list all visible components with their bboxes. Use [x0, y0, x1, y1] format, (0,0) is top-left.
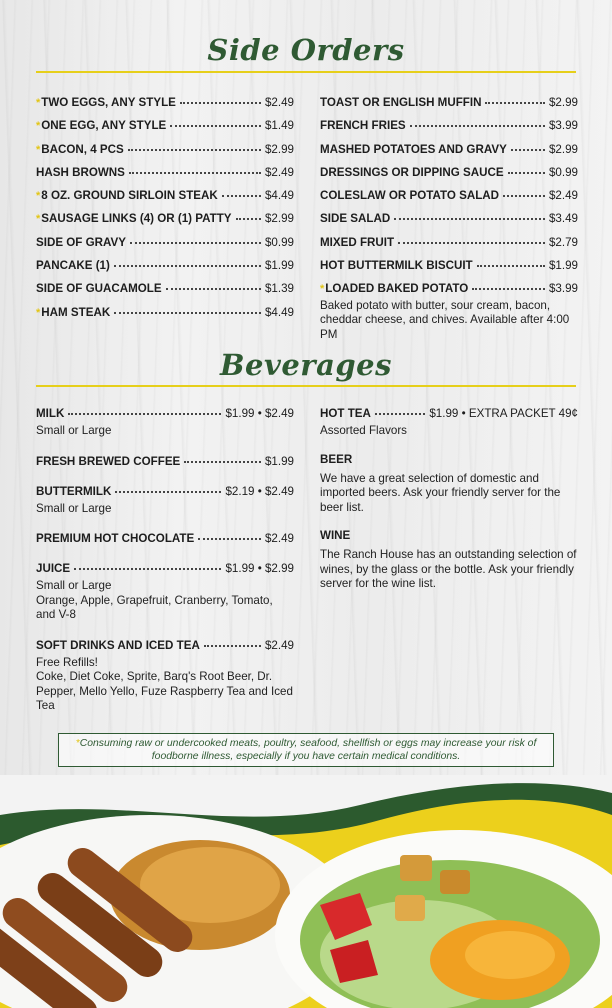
beverage-description: Coke, Diet Coke, Sprite, Barq's Root Beer, Dr. Pepper, Mello Yello, Fuze Raspberry Tea and Iced Tea — [36, 670, 293, 712]
dot-leader — [128, 139, 261, 151]
beverages-right-column — [320, 405, 578, 606]
item-name: HAM STEAK — [41, 305, 111, 319]
item-name: LOADED BAKED POTATO — [325, 282, 469, 296]
side-order-item — [36, 257, 294, 280]
side-order-row — [36, 94, 294, 110]
side-order-item — [320, 94, 578, 117]
item-name: TWO EGGS, ANY STYLE — [41, 96, 176, 109]
crouton-2 — [440, 870, 470, 894]
beverage-row — [36, 530, 294, 546]
beverages-left-column — [36, 405, 294, 728]
side-order-item — [320, 280, 578, 303]
beverage-item — [320, 453, 578, 516]
item-price: $0.99 — [548, 165, 578, 179]
dot-leader — [114, 255, 261, 267]
item-price: $1.49 — [264, 119, 294, 133]
side-order-item — [320, 141, 578, 164]
item-name: SIDE OF GUACAMOLE — [36, 282, 162, 296]
item-price: $2.49 — [264, 165, 294, 179]
dot-leader — [130, 232, 261, 244]
beverage-row — [320, 453, 578, 469]
beverage-row — [36, 560, 294, 576]
item-price: $1.99 • $2.99 — [225, 562, 294, 575]
dot-leader — [511, 139, 545, 151]
item-name: 8 OZ. GROUND SIRLOIN STEAK — [41, 189, 218, 203]
dot-leader — [198, 528, 261, 540]
side-order-row — [36, 117, 294, 133]
allergen-star-icon: * — [36, 306, 41, 319]
item-price: $2.49 — [548, 189, 578, 203]
side-order-item — [320, 117, 578, 140]
item-name: FRENCH FRIES — [320, 119, 406, 133]
item-price: $2.99 — [548, 96, 578, 109]
item-name: SIDE SALAD — [320, 212, 391, 226]
loaded-potato-description: Baked potato with butter, sour cream, bacon, cheddar cheese, and chives. Available after 4:00 PM — [320, 298, 570, 341]
item-name: HASH BROWNS — [36, 165, 125, 179]
side-order-row — [36, 257, 294, 273]
beverage-item — [36, 637, 294, 714]
side-order-row — [36, 164, 294, 180]
beverage-description: Free Refills! — [36, 655, 98, 669]
beverage-description: Small or Large — [36, 579, 112, 592]
item-name: SAUSAGE LINKS (4) OR (1) PATTY — [41, 212, 232, 226]
beverage-item — [320, 529, 578, 592]
side-orders-left-column — [36, 94, 294, 327]
dot-leader — [114, 302, 261, 314]
item-price: $0.99 — [264, 235, 294, 249]
beverage-item — [36, 405, 294, 439]
beverage-row — [36, 405, 294, 421]
beverage-item — [36, 530, 294, 546]
allergen-star-icon: * — [36, 143, 41, 156]
dot-leader — [184, 451, 261, 463]
item-name: JUICE — [36, 562, 71, 575]
side-order-item — [36, 141, 294, 164]
side-order-item — [320, 234, 578, 257]
side-order-item — [320, 210, 578, 233]
item-price: $2.19 • $2.49 — [225, 484, 294, 498]
side-order-item — [320, 187, 578, 210]
side-order-item — [320, 164, 578, 187]
food-safety-warning — [58, 733, 554, 767]
item-name: WINE — [320, 529, 351, 542]
item-name: BACON, 4 PCS — [41, 142, 124, 156]
allergen-star-icon: * — [36, 213, 41, 226]
item-name: SIDE OF GRAVY — [36, 235, 126, 249]
beverage-description: We have a great selection of domestic and imported beers. Ask your friendly server for the beer list. — [320, 471, 561, 514]
item-price: $4.49 — [264, 305, 294, 319]
side-orders-right-column — [320, 94, 578, 342]
side-order-row — [320, 234, 578, 250]
side-order-row — [320, 94, 578, 110]
side-order-row — [36, 187, 294, 203]
dot-leader — [472, 278, 545, 290]
side-orders-rule — [36, 71, 576, 73]
allergen-star-icon: * — [36, 97, 41, 109]
side-order-item — [36, 210, 294, 233]
item-name: BEER — [320, 452, 353, 466]
dot-leader — [503, 185, 545, 197]
item-price: $1.99 — [548, 259, 578, 273]
beverage-row — [36, 637, 294, 653]
item-name: COLESLAW OR POTATO SALAD — [320, 189, 500, 203]
side-order-row — [320, 187, 578, 203]
beverage-item — [320, 405, 578, 439]
beverage-row — [36, 453, 294, 469]
beverage-item — [36, 560, 294, 623]
item-name: PREMIUM HOT CHOCOLATE — [36, 532, 195, 545]
side-order-row — [320, 210, 578, 226]
warning-star: * — [75, 738, 80, 749]
side-order-item — [36, 280, 294, 303]
side-order-row — [36, 141, 294, 157]
item-price: $4.49 — [264, 189, 294, 203]
side-order-row — [320, 141, 578, 157]
item-price: $2.99 — [264, 212, 294, 226]
item-name: TOAST OR ENGLISH MUFFIN — [320, 96, 482, 109]
item-price: $1.99 • EXTRA PACKET 49¢ — [429, 407, 578, 420]
side-order-item — [36, 187, 294, 210]
item-name: DRESSINGS OR DIPPING SAUCE — [320, 165, 504, 179]
dot-leader — [410, 115, 545, 127]
item-price: $2.79 — [548, 235, 578, 249]
item-price: $2.49 — [264, 96, 294, 109]
dot-leader — [398, 232, 545, 244]
dot-leader — [394, 208, 545, 220]
dot-leader — [204, 635, 261, 647]
beverages-rule — [36, 385, 576, 387]
item-name: FRESH BREWED COFFEE — [36, 454, 181, 468]
dot-leader — [170, 115, 261, 127]
beverage-description: Assorted Flavors — [320, 424, 407, 437]
item-price: $1.99 • $2.49 — [225, 407, 294, 420]
item-price: $2.99 — [264, 142, 294, 156]
item-name: ONE EGG, ANY STYLE — [41, 119, 167, 133]
side-orders-title: Side Orders — [207, 33, 405, 67]
allergen-star-icon: * — [320, 283, 325, 296]
side-order-item — [36, 94, 294, 117]
item-name: HOT BUTTERMILK BISCUIT — [320, 259, 473, 273]
dot-leader — [129, 162, 261, 174]
side-order-item — [36, 234, 294, 257]
item-name: MIXED FRUIT — [320, 235, 395, 249]
dot-leader — [508, 162, 545, 174]
food-photo — [0, 775, 612, 1008]
item-price: $1.99 — [264, 454, 294, 468]
beverage-row — [36, 483, 294, 499]
side-order-row — [320, 280, 578, 296]
allergen-star-icon: * — [36, 190, 41, 203]
beverage-item — [36, 483, 294, 517]
item-price: $1.99 — [264, 259, 294, 273]
item-name: HOT TEA — [320, 407, 371, 420]
side-order-row — [320, 164, 578, 180]
side-order-row — [320, 257, 578, 273]
item-name: BUTTERMILK — [36, 484, 112, 498]
beverages-title: Beverages — [220, 348, 392, 382]
item-price: $2.99 — [548, 142, 578, 156]
item-price: $1.39 — [264, 282, 294, 296]
item-price: $3.49 — [548, 212, 578, 226]
side-order-item — [36, 117, 294, 140]
item-price: $3.99 — [548, 282, 578, 296]
dot-leader — [236, 208, 261, 220]
dot-leader — [375, 403, 425, 415]
side-order-item — [36, 304, 294, 327]
beverage-description: The Ranch House has an outstanding selection of wines, by the glass or the bottle. Ask your friendly server for the wine list. — [320, 548, 577, 590]
side-order-item — [36, 164, 294, 187]
side-order-row — [320, 117, 578, 133]
item-name: SOFT DRINKS AND ICED TEA — [36, 638, 200, 652]
item-price: $3.99 — [548, 119, 578, 133]
dot-leader — [485, 92, 545, 104]
dot-leader — [74, 558, 221, 570]
side-order-item — [320, 257, 578, 280]
beverage-row — [320, 405, 578, 421]
side-order-row — [36, 234, 294, 250]
beverage-row — [320, 529, 578, 545]
beverage-description: Orange, Apple, Grapefruit, Cranberry, Tomato, and V-8 — [36, 593, 273, 621]
dot-leader — [166, 278, 261, 290]
dot-leader — [180, 92, 261, 104]
dot-leader — [68, 403, 221, 415]
item-price: $2.49 — [264, 532, 294, 545]
side-order-row — [36, 280, 294, 296]
beverage-description: Small or Large — [36, 501, 112, 515]
beverage-item — [36, 453, 294, 469]
dot-leader — [477, 255, 545, 267]
dot-leader — [115, 481, 221, 493]
item-name: PANCAKE (1) — [36, 259, 110, 273]
dot-leader — [222, 185, 261, 197]
crouton-3 — [395, 895, 425, 921]
shredded-cheese-light — [465, 931, 555, 979]
allergen-star-icon: * — [36, 120, 41, 133]
crouton-1 — [400, 855, 432, 881]
item-name: MASHED POTATOES AND GRAVY — [320, 142, 507, 156]
item-name: MILK — [36, 407, 65, 420]
beverage-description: Small or Large — [36, 424, 112, 437]
side-order-row — [36, 210, 294, 226]
side-order-row — [36, 304, 294, 320]
item-price: $2.49 — [264, 638, 294, 652]
warning-text: Consuming raw or undercooked meats, poultry, seafood, shellfish or eggs may increase your risk of foodborne illness, especially if you have certain medical conditions. — [79, 738, 537, 762]
